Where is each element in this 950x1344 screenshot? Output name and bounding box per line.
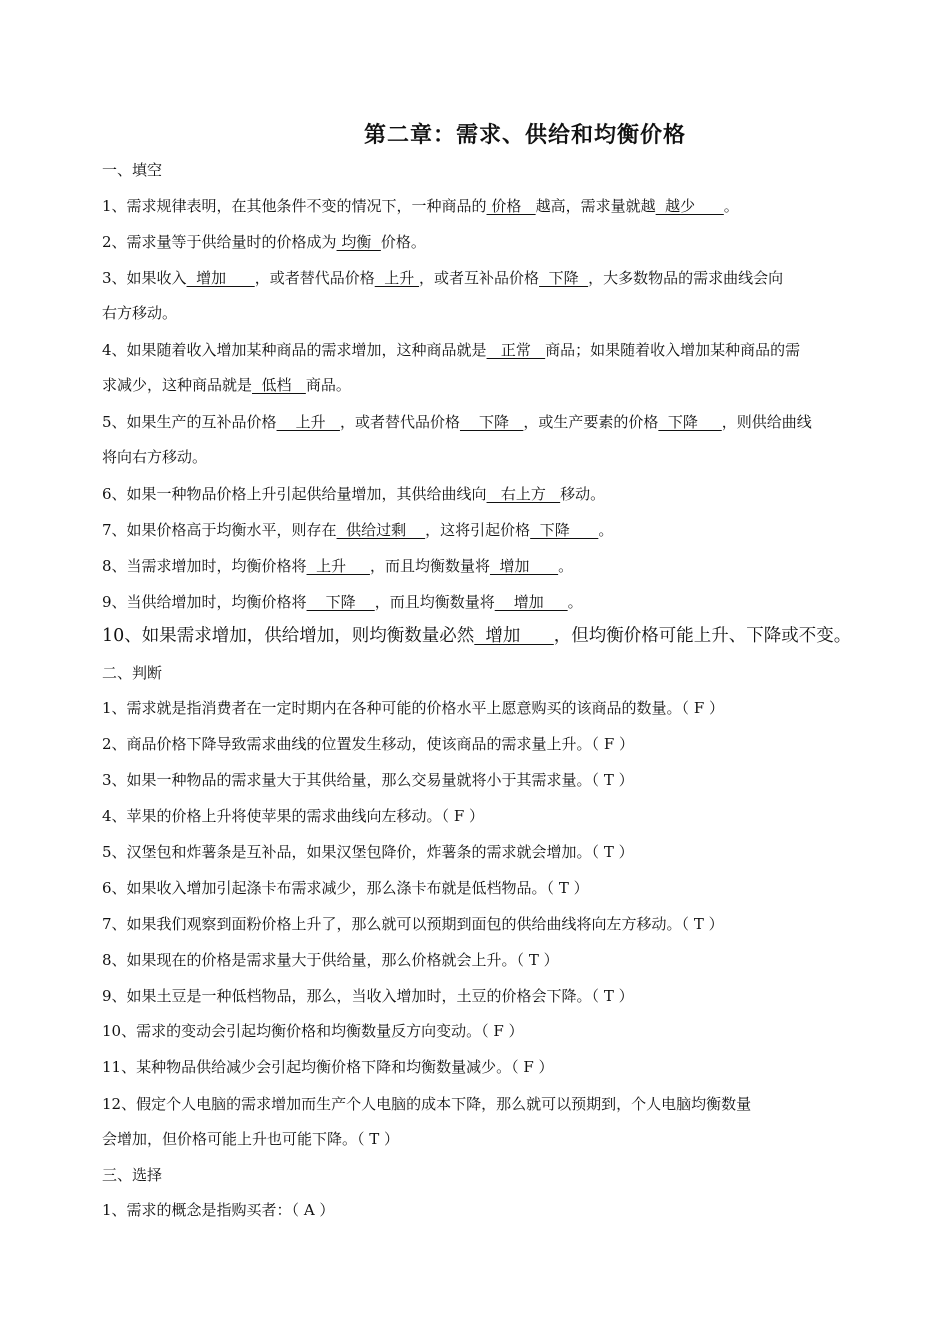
fill-item-6: 6、如果一种物品价格上升引起供给量增加，其供给曲线向 右上方 移动。: [102, 485, 606, 503]
section-heading-judge: 二、判断: [102, 664, 163, 682]
answer-blank: 下降: [539, 269, 589, 287]
judge-item: 8、如果现在的价格是需求量大于供给量，那么价格就会上升。（ T ）: [102, 951, 559, 969]
fill-item-10: 10、如果需求增加，供给增加，则均衡数量必然 增加 ，但均衡价格可能上升、下降或不变。: [102, 626, 852, 646]
answer-blank: 右上方: [486, 485, 561, 503]
fill-item-1: 1、需求规律表明，在其他条件不变的情况下，一种商品的 价格 越高，需求量就越 越少 。: [102, 197, 739, 215]
judge-item: 1、需求就是指消费者在一定时期内在各种可能的价格水平上愿意购买的该商品的数量。（ F ）: [102, 699, 724, 717]
fill-item-7: 7、如果价格高于均衡水平，则存在 供给过剩 ，这将引起价格 下降 。: [102, 521, 614, 539]
fill-item-4-cont: 求减少，这种商品就是 低档 商品。: [102, 376, 351, 394]
answer-blank: 均衡: [336, 233, 381, 251]
judge-item: 5、汉堡包和炸薯条是互补品，如果汉堡包降价，炸薯条的需求就会增加。（ T ）: [102, 843, 634, 861]
fill-item-5-cont: 将向右方移动。: [102, 448, 208, 466]
answer-blank: 增加: [489, 557, 559, 575]
answer-blank: 增加: [186, 269, 255, 287]
judge-item: 6、如果收入增加引起涤卡布需求减少，那么涤卡布就是低档物品。（ T ）: [102, 879, 589, 897]
fill-item-8: 8、当需求增加时，均衡价格将 上升 ，而且均衡数量将 增加 。: [102, 557, 574, 575]
fill-item-3-cont: 右方移动。: [102, 304, 178, 322]
page-title: 第二章：需求、供给和均衡价格: [363, 122, 686, 148]
section-heading-fill: 一、填空: [102, 161, 163, 179]
judge-item: 11、某种物品供给减少会引起均衡价格下降和均衡数量减少。（ F ）: [102, 1058, 554, 1076]
answer-blank: 上升: [374, 269, 420, 287]
judge-item: 2、商品价格下降导致需求曲线的位置发生移动，使该商品的需求量上升。（ F ）: [102, 735, 634, 753]
judge-item-cont: 会增加，但价格可能上升也可能下降。（ T ）: [102, 1130, 400, 1148]
answer-blank: 增加: [494, 593, 568, 611]
judge-item: 12、假定个人电脑的需求增加而生产个人电脑的成本下降，那么就可以预期到，个人电脑均衡数量: [102, 1095, 752, 1113]
judge-item: 9、如果土豆是一种低档物品，那么，当收入增加时，土豆的价格会下降。（ T ）: [102, 987, 634, 1005]
answer-blank: 增加: [474, 626, 554, 646]
judge-item: 10、需求的变动会引起均衡价格和均衡数量反方向变动。（ F ）: [102, 1022, 524, 1040]
answer-blank: 上升: [276, 413, 340, 431]
section-heading-choice: 三、选择: [102, 1166, 163, 1184]
fill-item-9: 9、当供给增加时，均衡价格将 下降 ，而且均衡数量将 增加 。: [102, 593, 583, 611]
judge-item: 7、如果我们观察到面粉价格上升了，那么就可以预期到面包的供给曲线将向左方移动。（ T ）: [102, 915, 724, 933]
answer-blank: 低档: [252, 376, 306, 394]
answer-blank: 下降: [306, 593, 375, 611]
choice-item: 1、需求的概念是指购买者：（ A ）: [102, 1201, 335, 1219]
answer-blank: 越少: [655, 197, 724, 215]
fill-item-3: 3、如果收入 增加 ，或者替代品价格 上升 ，或者互补品价格 下降 ，大多数物品的需求曲线会向: [102, 269, 784, 287]
judge-item: 3、如果一种物品的需求量大于其供给量，那么交易量就将小于其需求量。（ T ）: [102, 771, 634, 789]
answer-blank: 价格: [486, 197, 536, 215]
answer-blank: 上升: [306, 557, 370, 575]
judge-item: 4、苹果的价格上升将使苹果的需求曲线向左移动。（ F ）: [102, 807, 484, 825]
answer-blank: 下降: [530, 521, 599, 539]
answer-blank: 正常: [486, 341, 546, 359]
answer-blank: 供给过剩: [336, 521, 426, 539]
fill-item-4: 4、如果随着收入增加某种商品的需求增加，这种商品就是 正常 商品；如果随着收入增加某种商品的需: [102, 341, 801, 359]
answer-blank: 下降: [459, 413, 524, 431]
fill-item-2: 2、需求量等于供给量时的价格成为 均衡 价格。: [102, 233, 426, 251]
fill-item-5: 5、如果生产的互补品价格 上升 ，或者替代品价格 下降 ，或生产要素的价格 下降 ，则供给曲线: [102, 413, 812, 431]
answer-blank: 下降: [658, 413, 722, 431]
